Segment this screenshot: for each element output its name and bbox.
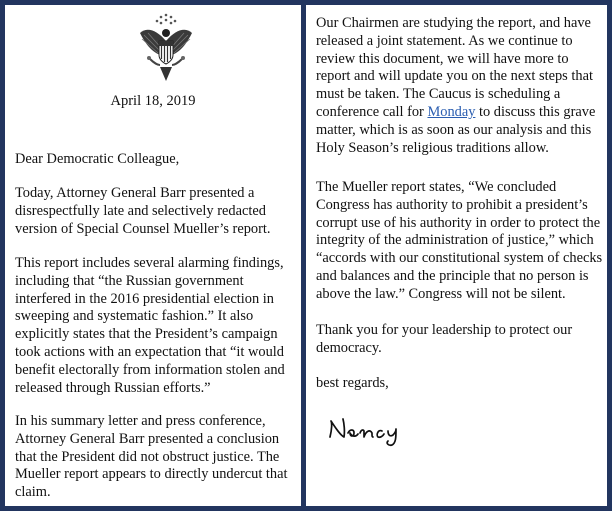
salutation: Dear Democratic Colleague, xyxy=(15,151,180,167)
letter-page-right xyxy=(306,5,607,506)
paragraph-1: Today, Attorney General Barr presented a disrespectfully late and selectively redacted version of Special Counsel Mueller’s report. xyxy=(15,185,271,237)
paragraph-5: The Mueller report states, “We concluded Congress has authority to prohibit a president’s corrupt use of his authority in order to protect the integrity of the administration of justice,” which “accords with our constitutional system of checks and balances and the principle that no person is above the law.” Congress will not be silent. xyxy=(316,179,603,302)
paragraph-4-text-before: Our Chairmen are studying the report, and have released a joint statement. As we continue to review this document, we will have more to report and will update you on the next steps that must be taken. The Caucus is scheduling a conference call for xyxy=(316,15,593,120)
monday-link[interactable]: Monday xyxy=(427,103,476,120)
paragraph-3: In his summary letter and press conference, Attorney General Barr presented a conclusion that the President did not obstruct justice. The Mueller report appears to directly undercut that claim. xyxy=(15,413,288,501)
eagle-seal-icon xyxy=(138,11,194,85)
signature xyxy=(326,409,416,449)
paragraph-2: This report includes several alarming findings, including that “the Russian government interfered in the 2016 presidential election in sweeping and systematic fashion.” It also explicitly states that the President’s campaign took actions with an expectation that “it would benefit electorally from information stolen and released through Russian efforts.” xyxy=(15,255,285,396)
paragraph-4 xyxy=(316,15,606,157)
letter-page-left xyxy=(5,5,301,506)
closing: best regards, xyxy=(316,375,389,391)
paragraph-6: Thank you for your leadership to protect our democracy. xyxy=(316,322,573,356)
letter-date: April 18, 2019 xyxy=(110,93,196,109)
paragraph-4-text-after: to discuss this grave matter, which is as soon as our analysis and this Holy Season’s religious traditions allow. xyxy=(316,103,596,156)
